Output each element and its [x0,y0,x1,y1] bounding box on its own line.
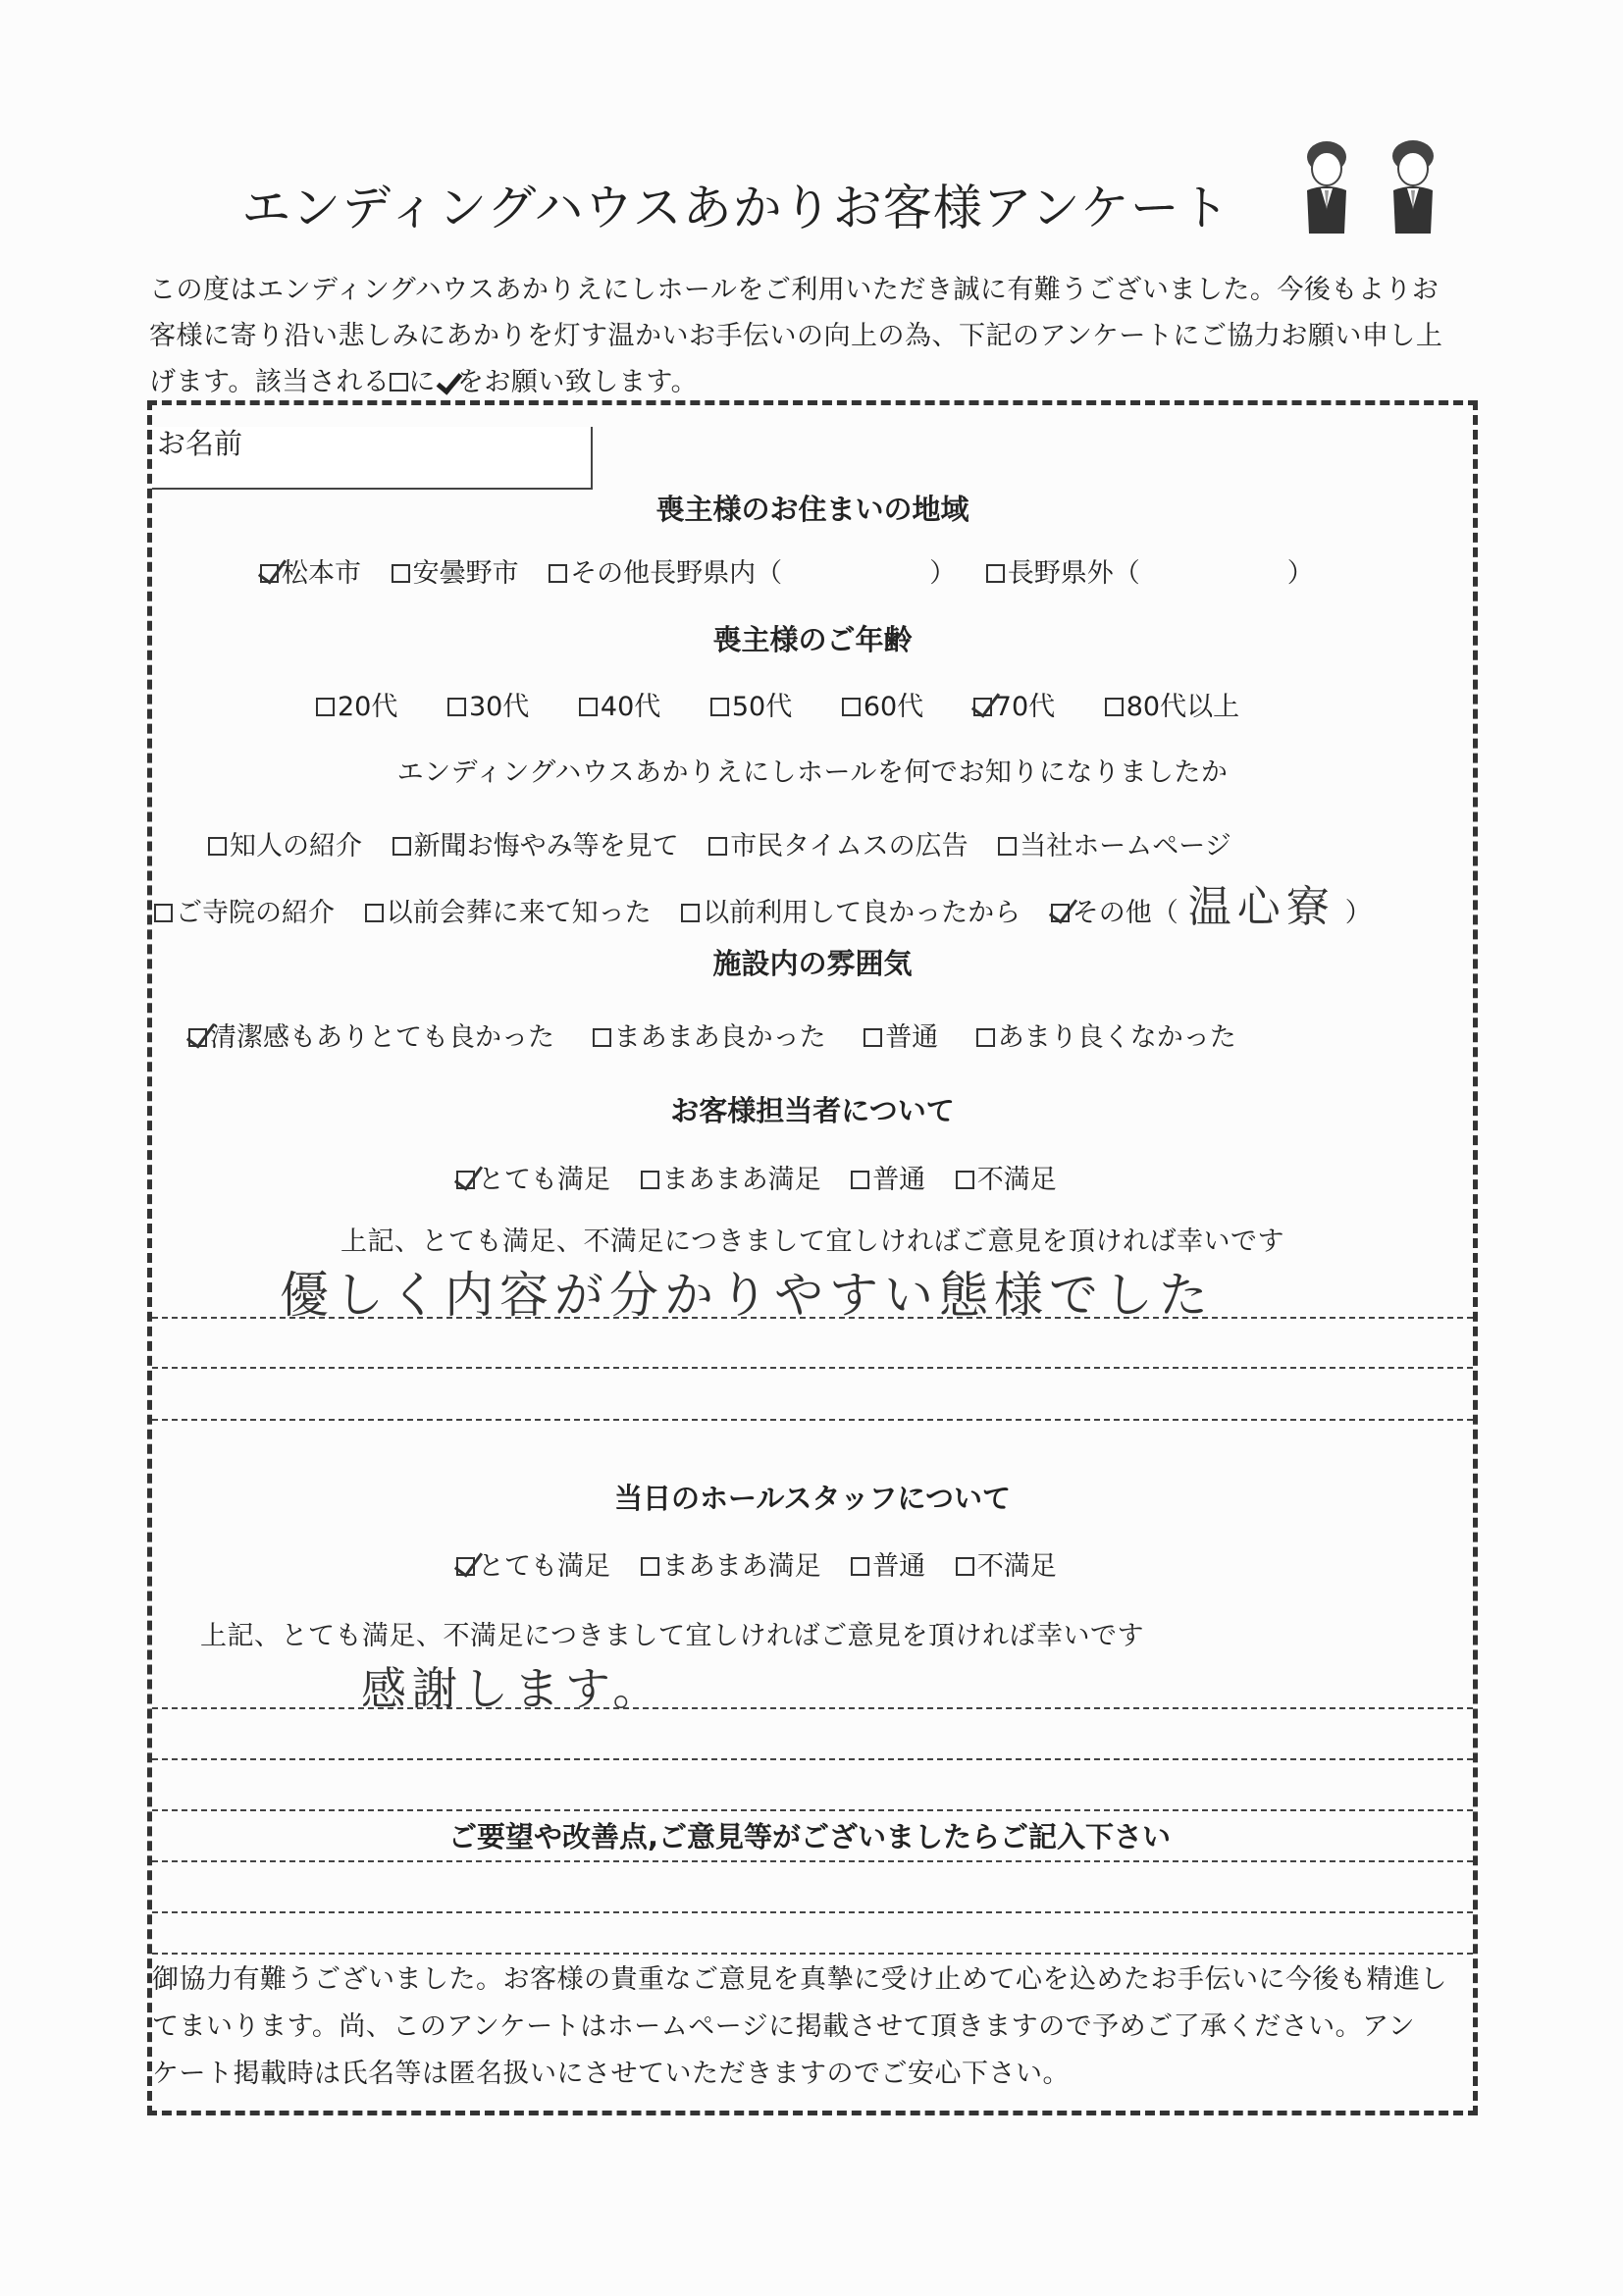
closing-line: てまいります。尚、このアンケートはホームページに掲載させて頂きますので予めご了承ください。アン [152,2011,1416,2042]
age-option[interactable]: 30代 [447,685,529,723]
checkbox[interactable] [579,698,598,716]
region-options [260,551,1335,590]
hall-option[interactable]: 不満足 [956,1544,1057,1583]
hall-heading: 当日のホールスタッフについて [614,1482,1011,1515]
source-option[interactable]: ご寺院の紹介 [154,891,335,929]
checkbox[interactable] [641,1171,659,1189]
age-option[interactable]: 60代 [842,685,923,723]
closing-line: ケート掲載時は氏名等は匿名扱いにさせていただきますのでご安心下さい。 [152,2059,1070,2089]
checkbox[interactable] [956,1557,974,1576]
source-options-row2 [154,871,1393,934]
requests-line [152,1953,1473,1955]
checkbox[interactable] [365,904,384,922]
checkbox[interactable] [986,564,1005,583]
checkbox[interactable] [316,698,335,716]
intro-line: 客様に寄り沿い悲しみにあかりを灯す温かいお手伝いの向上の為、下記のアンケートにご協力お願い申し上 [149,321,1443,351]
checkbox[interactable] [851,1557,869,1576]
age-option[interactable]: 40代 [579,685,660,723]
checkbox[interactable] [549,564,567,583]
region-option-matsumoto[interactable]: 松本市 [260,551,361,590]
checkmark-icon [436,371,457,392]
staff-illustration-icon [1297,139,1454,242]
age-option[interactable]: 20代 [316,685,397,723]
requests-heading: ご要望や改善点,ご意見等がございましたらご記入下さい [447,1820,1172,1853]
atmosphere-option[interactable]: 普通 [864,1016,938,1054]
atmosphere-heading: 施設内の雰囲気 [712,947,913,980]
source-option[interactable]: 当社ホームページ [998,824,1230,862]
requests-line [152,1860,1473,1862]
atmosphere-option-very-good[interactable]: 清潔感もありとても良かった [188,1016,554,1054]
checkbox[interactable] [641,1557,659,1576]
staff-comment-handwritten: 優しく内容が分かりやすい態様でした [280,1267,1214,1324]
checkbox[interactable] [681,904,700,922]
checkbox[interactable] [842,698,861,716]
checkbox[interactable] [851,1171,869,1189]
source-option[interactable]: 以前利用して良かったから [681,891,1021,929]
checkbox[interactable] [393,837,411,856]
intro-text [149,267,1464,405]
comment-line [152,1707,1473,1709]
source-option-other[interactable]: その他（ 温心寮 ） [1051,871,1372,934]
staff-heading: お客様担当者について [670,1094,955,1127]
source-other-handwritten: 温心寮 [1187,882,1335,932]
staff-option[interactable]: まあまあ満足 [641,1158,821,1196]
checkbox[interactable] [208,837,227,856]
source-options-row1 [208,824,1253,862]
source-option[interactable]: 新聞お悔やみ等を見て [393,824,679,862]
intro-line: この度はエンディングハウスあかりえにしホールをご利用いただき誠に有難うございました。今後もよりお [149,275,1440,305]
comment-line [152,1419,1473,1421]
hall-option[interactable]: 普通 [851,1544,925,1583]
region-option-other-nagano[interactable]: その他長野県内（ ） [549,551,956,590]
region-heading: 喪主様のお住まいの地域 [655,493,969,526]
checkbox-sample-icon [390,373,408,391]
name-label: お名前 [157,427,243,460]
hall-options [456,1544,1078,1583]
comment-line [152,1809,1473,1811]
age-heading: 喪主様のご年齢 [712,623,913,656]
region-option-azumino[interactable]: 安曇野市 [392,551,519,590]
checkbox[interactable] [260,564,279,583]
comment-line [152,1317,1473,1319]
checkbox[interactable] [976,1028,995,1047]
hall-prompt: 上記、とても満足、不満足につきまして宜しければご意見を頂ければ幸いです [200,1621,1144,1651]
hall-option-very-satisfied[interactable]: とても満足 [456,1544,610,1583]
age-option[interactable]: 50代 [710,685,792,723]
comment-line [152,1367,1473,1369]
checkbox[interactable] [1105,698,1124,716]
comment-line [152,1758,1473,1760]
requests-line [152,1911,1473,1913]
checkbox[interactable] [1051,904,1070,922]
staff-options [456,1158,1078,1196]
checkbox[interactable] [154,904,173,922]
closing-text [152,1957,1472,2098]
staff-prompt: 上記、とても満足、不満足につきまして宜しければご意見を頂ければ幸いです [340,1226,1284,1257]
checkbox[interactable] [998,837,1017,856]
age-options [316,685,1261,723]
checkbox[interactable] [392,564,410,583]
source-question: エンディングハウスあかりえにしホールを何でお知りになりましたか [396,757,1229,788]
checkbox[interactable] [956,1171,974,1189]
closing-line: 御協力有難うございました。お客様の貴重なご意見を真摯に受け止めて心を込めたお手伝いに今後も精進し [152,1964,1447,1995]
atmosphere-option[interactable]: まあまあ良かった [593,1016,826,1054]
checkbox[interactable] [593,1028,611,1047]
region-option-outside-nagano[interactable]: 長野県外（ ） [986,551,1314,590]
age-option[interactable]: 80代以上 [1105,685,1239,723]
source-option[interactable]: 知人の紹介 [208,824,362,862]
staff-option[interactable]: 普通 [851,1158,925,1196]
atmosphere-options [188,1016,1258,1054]
source-option[interactable]: 以前会葬に来て知った [365,891,652,929]
checkbox[interactable] [456,1557,475,1576]
survey-title: エンディングハウスあかりお客様アンケート [241,180,1230,236]
source-option[interactable]: 市民タイムスの広告 [708,824,968,862]
checkbox[interactable] [188,1028,207,1047]
staff-option-very-satisfied[interactable]: とても満足 [456,1158,610,1196]
intro-line: げます。該当される に をお願い致します。 [149,367,699,397]
checkbox[interactable] [710,698,729,716]
checkbox[interactable] [973,698,992,716]
checkbox[interactable] [708,837,727,856]
age-option-70s[interactable]: 70代 [973,685,1055,723]
hall-comment-handwritten: 感謝します。 [361,1662,664,1715]
atmosphere-option[interactable]: あまり良くなかった [976,1016,1236,1054]
checkbox[interactable] [864,1028,882,1047]
checkbox[interactable] [447,698,466,716]
staff-option[interactable]: 不満足 [956,1158,1057,1196]
hall-option[interactable]: まあまあ満足 [641,1544,821,1583]
checkbox[interactable] [456,1171,475,1189]
